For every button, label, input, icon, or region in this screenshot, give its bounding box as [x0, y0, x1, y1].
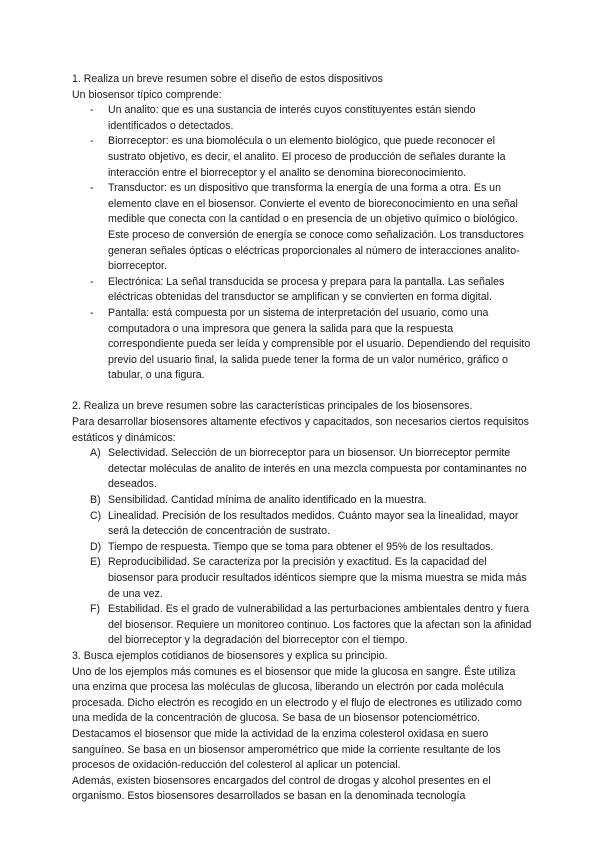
paragraph: Uno de los ejemplos más comunes es el biosensor que mide la glucosa en sangre. Éste utiliza una enzima que procesa las moléculas de glucosa, liberando un electrón por cada molécula procesada. Dicho electrón es recogido en un electrodo y el flujo de electrones es utilizado como una medida de la concentración de glucosa. Se basa de un biosensor potenciométrico.: [72, 665, 522, 725]
list-item: [72, 540, 532, 556]
component-list: [72, 103, 532, 384]
list-item-text: Estabilidad. Es el grado de vulnerabilidad a las perturbaciones ambientales dentro y fuera del biosensor. Requiere un monitoreo continuo. Los factores que la afectan son la afinidad del biorreceptor y la degradación del biorreceptor con el tiempo.: [108, 603, 532, 647]
spacer: [72, 384, 532, 400]
list-marker: C): [90, 509, 102, 522]
characteristics-list: [72, 446, 532, 649]
section-2-intro: Para desarrollar biosensores altamente efectivos y capacitados, son necesarios ciertos requisitos estáticos y dinámicos:: [72, 416, 529, 444]
list-item-text: Linealidad. Precisión de los resultados medidos. Cuánto mayor sea la linealidad, mayor será la detección de concentración de sustrato.: [108, 509, 519, 538]
list-item: - Pantalla: está compuesta por un sistema de interpretación del usuario, como una computadora o una impresora que genera la salida para que la respuesta correspondiente pueda ser leída y comprensible por el usuario. Dependiendo del requisito previo del usuario final, la salida puede tener la forma de un valor numérico, gráfico o tabular, o una figura.: [72, 306, 532, 384]
list-item: [72, 446, 532, 493]
list-item: [72, 493, 532, 509]
list-item: - Un analito: que es una sustancia de interés cuyos constituyentes están siendo identificados o detectados.: [72, 103, 532, 134]
list-marker: B): [90, 494, 101, 507]
list-item: - Electrónica: La señal transducida se procesa y prepara para la pantalla. Las señales eléctricas obtenidas del transductor se amplifican y se convierten en forma digital.: [72, 275, 532, 306]
list-marker: F): [90, 603, 100, 616]
section-1-heading: 1. Realiza un breve resumen sobre el diseño de estos dispositivos: [72, 73, 383, 85]
list-item-text: Tiempo de respuesta. Tiempo que se toma para obtener el 95% de los resultados.: [108, 540, 494, 553]
list-marker: A): [90, 447, 101, 460]
paragraph: Además, existen biosensores encargados del control de drogas y alcohol presentes en el organismo. Estos biosensores desarrollados se basan en la denominada tecnología: [72, 774, 491, 803]
section-2-heading: 2. Realiza un breve resumen sobre las características principales de los biosensores.: [72, 400, 473, 413]
list-item-text: Sensibilidad. Cantidad mínima de analito identificado en la muestra.: [108, 494, 427, 507]
list-item: - Transductor: es un dispositivo que transforma la energía de una forma a otra. Es un elemento clave en el biosensor. Convierte el evento de bioreconocimiento en una señal medible que conecta con la cantidad o en presencia de un objetivo químico o biológico. Este proceso de conversión de energía se conoce como señalización. Los transductores generan señales ópticas o eléctricas proporcionales al número de interacciones analito-biorreceptor.: [72, 181, 532, 275]
list-marker: D): [90, 540, 102, 553]
section-3-heading: 3. Busca ejemplos cotidianos de biosensores y explica su principio.: [72, 649, 388, 662]
document-page: [72, 72, 532, 805]
list-item-text: Reproducibilidad. Se caracteriza por la precisión y exactitud. Es la capacidad del biosensor para producir resultados idénticos siempre que la misma muestra se mida más de una vez.: [108, 556, 527, 600]
list-item: [72, 602, 532, 649]
list-item: [72, 555, 532, 602]
list-item: - Biorreceptor: es una biomolécula o un elemento biológico, que puede reconocer el sustrato objetivo, es decir, el analito. El proceso de producción de señales durante la interacción entre el biorreceptor y el analito se denomina bioreconocimiento.: [72, 134, 532, 181]
paragraph: Destacamos el biosensor que mide la actividad de la enzima colesterol oxidasa en suero sanguíneo. Se basa en un biosensor amperométrico que mide la corriente resultante de los procesos de oxidación-reducción del colesterol al aplicar un potencial.: [72, 727, 501, 772]
list-item: [72, 509, 532, 540]
list-marker: E): [90, 556, 101, 569]
section-1-intro: Un biosensor típico comprende:: [72, 88, 222, 101]
list-item-text: Selectividad. Selección de un biorreceptor para un biosensor. Un biorreceptor permite detectar moléculas de analito de interés en una mezcla compuesta por contaminantes no deseados.: [108, 447, 527, 491]
